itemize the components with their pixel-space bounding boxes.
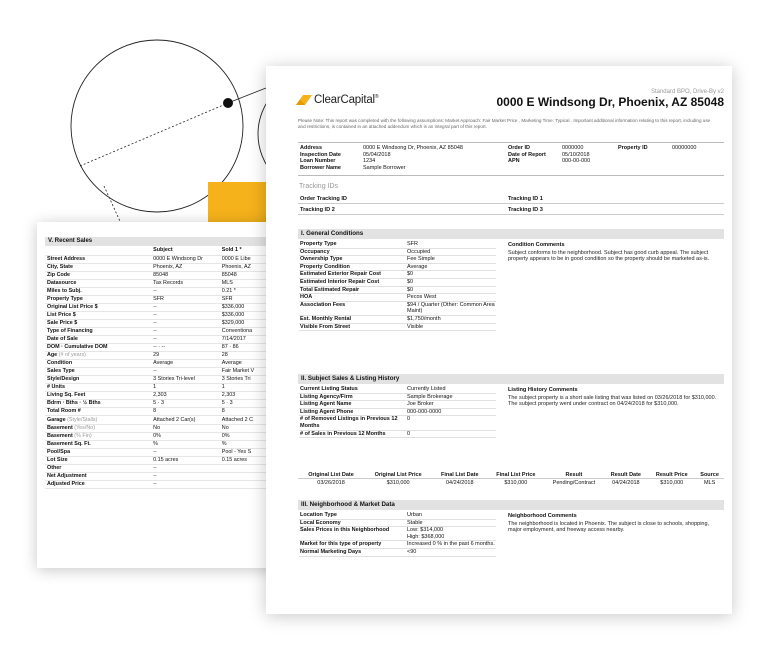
- table-row: [45, 352, 287, 360]
- row-label: [45, 432, 151, 440]
- row-label: [45, 448, 151, 456]
- table-row: [45, 424, 287, 432]
- table-header-row: [45, 247, 287, 255]
- row-label-text: Lot Size: [47, 456, 68, 463]
- history-column-header: Source: [700, 472, 719, 478]
- row-qualifier: (% Fin): [74, 432, 92, 439]
- chord-extension: [228, 88, 266, 103]
- row-label: [45, 352, 151, 360]
- clearcapital-logo: [296, 94, 378, 106]
- table-row: [45, 464, 287, 472]
- cell-value: $336,000: [220, 311, 287, 319]
- row-label-text: Net Adjustment: [47, 472, 87, 479]
- field-value: $0: [406, 278, 496, 286]
- cell-value: 2,303: [220, 392, 287, 400]
- cell-value: Average: [151, 360, 220, 368]
- field-value: Visible: [406, 323, 496, 331]
- cell-value: %: [220, 440, 287, 448]
- table-row: [45, 360, 287, 368]
- field-label: Property Type: [299, 241, 406, 248]
- history-cell: MLS: [695, 479, 724, 488]
- row-label: [45, 287, 151, 295]
- field-label: # of Sales in Previous 12 Months: [299, 430, 406, 438]
- row-label-text: Bdrm · Bths · ½ Bths: [47, 400, 101, 407]
- cell-value: 8: [220, 408, 287, 416]
- row-label-text: Age: [47, 352, 58, 359]
- table-row: [299, 278, 496, 286]
- table-row: [45, 311, 287, 319]
- general-conditions-table: [299, 241, 496, 331]
- row-label-text: List Price $: [47, 311, 76, 318]
- table-row: [299, 248, 496, 256]
- condition-comments-text: Subject conforms to the neighborhood. Subject has good curb appeal. The subject property appears to be in good condition so the property should be marketed as-is.: [508, 250, 710, 263]
- field-value: 000-000-0000: [406, 408, 496, 416]
- info-left: Address 0000 E Windsong Dr, Phoenix, AZ 85048 Inspection Date 05/04/2018 Loan Number 1234 Borrower Name Sample Borrower: [300, 145, 463, 171]
- table-row: [299, 286, 496, 294]
- info-middle: Order ID 0000000 Date of Report 05/10/2018 APN 000-00-000: [508, 145, 591, 165]
- row-label-text: Style/Design: [47, 376, 80, 383]
- row-label: [45, 376, 151, 384]
- cell-value: No: [220, 424, 287, 432]
- listing-comments-heading: Listing History Comments: [508, 387, 578, 393]
- table-row: [45, 400, 287, 408]
- table-row: [45, 303, 287, 311]
- field-value: Urban: [406, 512, 496, 519]
- row-label: [45, 271, 151, 279]
- field-value: Stable: [406, 519, 496, 527]
- field-label: Listing Agency/Firm: [299, 393, 406, 401]
- tracking-row-2: Tracking ID 2 Tracking ID 3: [298, 205, 724, 215]
- table-row: [299, 315, 496, 323]
- row-label: [45, 360, 151, 368]
- table-row: [45, 319, 287, 327]
- cell-value: SFR: [220, 295, 287, 303]
- pivot-dot: [223, 98, 233, 108]
- row-label: [45, 464, 151, 472]
- report-info-box: [298, 142, 724, 176]
- row-label-text: Other: [47, 464, 62, 471]
- row-label: [45, 311, 151, 319]
- table-row: [45, 480, 287, 488]
- cell-value: 1: [151, 384, 220, 392]
- cell-value: 8: [151, 408, 220, 416]
- tracking-row-1: Order Tracking ID Tracking ID 1: [298, 194, 724, 204]
- field-label: Total Estimated Repair: [299, 286, 406, 294]
- row-label-text: Condition: [47, 360, 73, 367]
- table-row: [299, 271, 496, 279]
- row-label: [45, 263, 151, 271]
- row-qualifier: (Yes/No): [74, 424, 96, 431]
- table-row: [299, 294, 496, 302]
- row-label: [45, 279, 151, 287]
- cell-value: 85048: [220, 271, 287, 279]
- table-row: [299, 408, 496, 416]
- row-label-text: Street Address: [47, 255, 86, 262]
- field-value: <90: [406, 548, 496, 556]
- field-value: Sample Brokerage: [406, 393, 496, 401]
- sales-history-table: [299, 386, 496, 438]
- row-label-text: Sale Price $: [47, 319, 78, 326]
- neighborhood-comments-text: The neighborhood is located in Phoenix. The subject is close to schools, shopping, major employment, and freeway access nearby.: [508, 521, 710, 534]
- field-value: Average: [406, 263, 496, 271]
- field-value: Low: $314,000 High: $368,000: [406, 527, 496, 541]
- info-right: Property ID 00000000: [618, 145, 697, 151]
- row-label: [45, 416, 151, 424]
- history-column-header: Result Date: [610, 472, 641, 478]
- table-row: [299, 541, 496, 549]
- table-row: [45, 327, 287, 335]
- row-qualifier: (# of years): [58, 352, 86, 359]
- history-column-header: Result Price: [655, 472, 688, 478]
- row-label: [45, 344, 151, 352]
- cell-value: 1: [220, 384, 287, 392]
- table-row: [45, 416, 287, 424]
- cell-value: 0.15 acres: [151, 456, 220, 464]
- table-row: [45, 472, 287, 480]
- cell-value: --: [151, 319, 220, 327]
- recent-sales-page: [37, 222, 287, 568]
- history-cell: $310,000: [648, 479, 695, 488]
- cell-value: Conventiona: [220, 327, 287, 335]
- logo-mark-icon: [296, 95, 312, 105]
- table-row: [45, 408, 287, 416]
- cell-value: Average: [220, 360, 287, 368]
- table-row: [299, 527, 496, 541]
- cell-value: 0.15 acres: [220, 456, 287, 464]
- assumptions-note: Please Note: This report was completed with the following assumptions: Market Approach: Fair Market Price , Marketing Time: Typical . Important additional information relating to this report, including use and restrictions, is contained in an attached addendum which is an integral part of this report.: [298, 118, 711, 129]
- field-label: Visible From Street: [299, 323, 406, 331]
- field-label: Location Type: [299, 512, 406, 519]
- neighborhood-heading: III. Neighborhood & Market Data: [298, 500, 724, 510]
- field-label: Occupancy: [299, 248, 406, 256]
- listing-comments-text: The subject property is a short sale listing that was listed on 03/26/2018 for $310,000. The subject property went under contract on 04/24/2018 for $310,000.: [508, 395, 717, 408]
- row-label-text: Sales Type: [47, 368, 75, 375]
- field-value: Joe Broker: [406, 401, 496, 409]
- row-label-text: Basement Sq. Ft.: [47, 440, 91, 447]
- table-row: [299, 548, 496, 556]
- cell-value: --: [151, 287, 220, 295]
- field-value: $0: [406, 271, 496, 279]
- row-label-text: # Units: [47, 384, 65, 391]
- cell-value: 3 Stories Tri-level: [151, 376, 220, 384]
- cell-value: --: [151, 311, 220, 319]
- table-row: [299, 323, 496, 331]
- row-label-text: Miles to Subj.: [47, 287, 82, 294]
- table-row: [45, 279, 287, 287]
- table-row: [299, 386, 496, 393]
- cell-value: No: [151, 424, 220, 432]
- bpo-report-page: [266, 66, 732, 614]
- row-label-text: Type of Financing: [47, 327, 93, 334]
- column-header: Subject: [151, 247, 220, 255]
- cell-value: --: [151, 327, 220, 335]
- table-row: [45, 263, 287, 271]
- cell-value: Phoenix, AZ: [220, 263, 287, 271]
- table-row: [45, 376, 287, 384]
- row-label-text: Property Type: [47, 295, 83, 302]
- report-type: Standard BPO, Drive-By v2: [650, 89, 724, 95]
- table-row: [45, 432, 287, 440]
- table-row: [299, 256, 496, 264]
- field-label: # of Removed Listings in Previous 12 Months: [299, 416, 406, 430]
- row-label-text: Total Room #: [47, 408, 81, 415]
- cell-value: Fair Market V: [220, 368, 287, 376]
- history-cell: $310,000: [487, 479, 544, 488]
- table-row: [299, 519, 496, 527]
- row-label: [45, 336, 151, 344]
- table-row: [45, 448, 287, 456]
- cell-value: 7/14/2017: [220, 336, 287, 344]
- column-header: [45, 247, 151, 255]
- row-label-text: Garage: [47, 416, 66, 423]
- row-label: [45, 384, 151, 392]
- field-value: $1,750/month: [406, 315, 496, 323]
- cell-value: 0000 E Libe: [220, 255, 287, 263]
- table-row: [299, 301, 496, 315]
- row-label: [45, 392, 151, 400]
- cell-value: Pool - Yes S: [220, 448, 287, 456]
- table-row: [299, 393, 496, 401]
- cell-value: --: [151, 480, 220, 488]
- cell-value: --: [151, 368, 220, 376]
- cell-value: --: [151, 303, 220, 311]
- row-label: [45, 480, 151, 488]
- row-label: [45, 400, 151, 408]
- cell-value: 87 · 86: [220, 344, 287, 352]
- cell-value: 0000 E Windsong Dr: [151, 255, 220, 263]
- table-row: [299, 401, 496, 409]
- field-value: $94 / Quarter (Other: Common Area Maint): [407, 301, 495, 315]
- cell-value: 3 Stories Tri: [220, 376, 287, 384]
- table-row: [45, 336, 287, 344]
- history-column-header: Original List Date: [308, 472, 354, 478]
- cell-value: MLS: [220, 279, 287, 287]
- table-row: [45, 384, 287, 392]
- recent-sales-heading: V. Recent Sales: [45, 237, 287, 246]
- row-label: [45, 472, 151, 480]
- cell-value: Tax Records: [151, 279, 220, 287]
- table-row: [45, 295, 287, 303]
- field-label: Property Condition: [299, 263, 406, 271]
- cell-value: Phoenix, AZ: [151, 263, 220, 271]
- field-value: 0: [406, 416, 496, 430]
- table-row: [45, 440, 287, 448]
- history-cell: 03/26/2018: [298, 479, 364, 488]
- row-qualifier: (Style/Stalls): [67, 416, 98, 423]
- dotted-chord: [80, 103, 228, 166]
- logo-text: ClearCapital®: [314, 94, 379, 106]
- row-label: [45, 295, 151, 303]
- field-value: 0: [406, 430, 496, 438]
- table-row: [299, 416, 496, 430]
- row-label: [45, 408, 151, 416]
- field-label: Est. Monthly Rental: [299, 315, 406, 323]
- field-label: Normal Marketing Days: [299, 548, 406, 556]
- general-conditions-heading: I. General Conditions: [298, 229, 724, 239]
- field-value: $0: [406, 286, 496, 294]
- cell-value: 0.21 *: [220, 287, 287, 295]
- row-label-text: Pool/Spa: [47, 448, 71, 455]
- field-label: Association Fees: [299, 301, 406, 315]
- table-row: [45, 392, 287, 400]
- history-column-header: Final List Date: [440, 472, 479, 478]
- field-label: Local Economy: [299, 519, 406, 527]
- condition-comments-heading: Condition Comments: [508, 242, 565, 248]
- neighborhood-comments-heading: Neighborhood Comments: [508, 513, 577, 519]
- cell-value: --: [151, 448, 220, 456]
- field-label: Sales Prices in this Neighborhood: [299, 527, 406, 541]
- table-row: [45, 255, 287, 263]
- field-value: Pecos West: [406, 294, 496, 302]
- cell-value: %: [151, 440, 220, 448]
- field-label: Estimated Interior Repair Cost: [299, 278, 406, 286]
- cell-value: 85048: [151, 271, 220, 279]
- row-label-text: City, State: [47, 263, 73, 270]
- row-label-text: Adjusted Price: [47, 480, 85, 487]
- field-label: Current Listing Status: [299, 386, 406, 393]
- row-label: [45, 456, 151, 464]
- row-label: [45, 424, 151, 432]
- table-row: [45, 287, 287, 295]
- cell-value: 28: [220, 352, 287, 360]
- field-value: Fee Simple: [406, 256, 496, 264]
- cell-value: 0%: [220, 432, 287, 440]
- cell-value: Attached 2 C: [220, 416, 287, 424]
- field-label: Ownership Type: [299, 256, 406, 264]
- row-label-text: Living Sq. Feet: [47, 392, 86, 399]
- history-column-header: Final List Price: [496, 472, 536, 478]
- column-header: Sold 1 *: [220, 247, 287, 255]
- sales-history-heading: II. Subject Sales & Listing History: [298, 374, 724, 384]
- field-value: Currently Listed: [406, 386, 496, 393]
- field-label: Estimated Exterior Repair Cost: [299, 271, 406, 279]
- table-row: [299, 512, 496, 519]
- tracking-heading: Tracking IDs: [299, 183, 339, 190]
- table-row: [45, 368, 287, 376]
- cell-value: -- · --: [151, 344, 220, 352]
- row-label-text: Date of Sale: [47, 336, 78, 343]
- cell-value: --: [151, 336, 220, 344]
- row-label-text: Datasource: [47, 279, 77, 286]
- cell-value: $336,000: [220, 303, 287, 311]
- row-label: [45, 303, 151, 311]
- field-value: Increased 0 % in the past 6 months.: [407, 541, 495, 548]
- recent-sales-table: [45, 247, 287, 489]
- row-label-text: Basement: [47, 432, 73, 439]
- cell-value: 0%: [151, 432, 220, 440]
- table-row: [45, 271, 287, 279]
- table-row: [299, 263, 496, 271]
- row-label: [45, 327, 151, 335]
- field-value: SFR: [406, 241, 496, 248]
- cell-value: 2,303: [151, 392, 220, 400]
- history-cell: Pending/Contract: [544, 479, 603, 488]
- listing-history-table: [298, 472, 724, 487]
- cell-value: 29: [151, 352, 220, 360]
- row-label-text: Basement: [47, 424, 73, 431]
- table-row: [45, 456, 287, 464]
- row-label-text: DOM · Cumulative DOM: [47, 344, 108, 351]
- row-label-text: Original List Price $: [47, 303, 98, 310]
- table-row: [299, 430, 496, 438]
- history-column-header: Result: [565, 472, 583, 478]
- history-cell: $310,000: [364, 479, 432, 488]
- cell-value: 5 · 3: [220, 400, 287, 408]
- history-column-header: Original List Price: [374, 472, 422, 478]
- table-row: [299, 241, 496, 248]
- field-label: Listing Agent Phone: [299, 408, 406, 416]
- cell-value: --: [151, 472, 220, 480]
- row-label: [45, 319, 151, 327]
- cell-value: SFR: [151, 295, 220, 303]
- history-cell: 04/24/2018: [432, 479, 487, 488]
- property-title: 0000 E Windsong Dr, Phoenix, AZ 85048: [496, 95, 724, 109]
- row-label: [45, 440, 151, 448]
- neighborhood-table: [299, 512, 496, 557]
- cell-value: --: [151, 464, 220, 472]
- table-row: [45, 344, 287, 352]
- history-cell: 04/24/2018: [603, 479, 648, 488]
- cell-value: 5 · 3: [151, 400, 220, 408]
- row-label-text: Zip Code: [47, 271, 71, 278]
- cell-value: $329,000: [220, 319, 287, 327]
- field-label: Market for this type of property: [299, 541, 406, 549]
- row-label: [45, 368, 151, 376]
- field-value: Occupied: [406, 248, 496, 256]
- field-label: HOA: [299, 294, 406, 302]
- cell-value: Attached 2 Car(s): [151, 416, 220, 424]
- field-label: Listing Agent Name: [299, 401, 406, 409]
- row-label: [45, 255, 151, 263]
